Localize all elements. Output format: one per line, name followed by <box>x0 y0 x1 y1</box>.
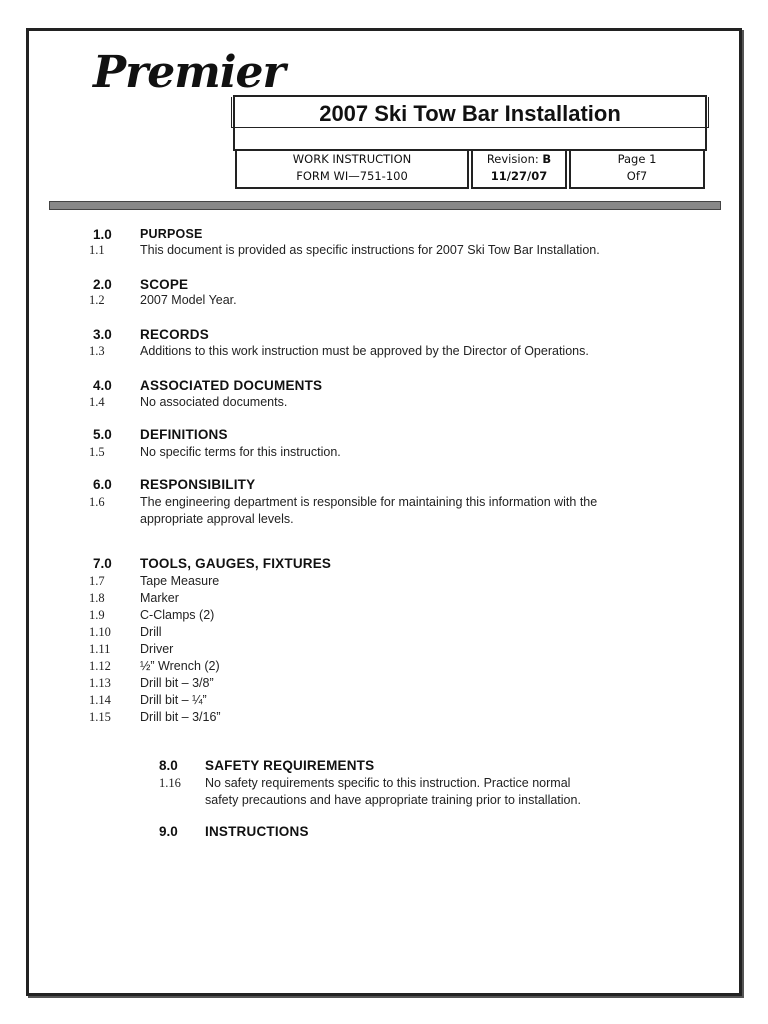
item-text: No specific terms for this instruction. <box>140 445 341 459</box>
form-line-1: WORK INSTRUCTION <box>292 152 412 166</box>
revision-date: 11/27/07 <box>490 169 548 183</box>
item-number: 1.6 <box>89 495 105 509</box>
section-heading: SCOPE <box>140 277 189 292</box>
item-text: Tape Measure <box>140 574 220 588</box>
page-box <box>569 149 705 189</box>
revision-line <box>473 151 565 168</box>
item-text: Drill <box>140 625 162 639</box>
section-number: 5.0 <box>93 427 112 442</box>
section-number: 1.0 <box>93 227 112 242</box>
section-heading: RESPONSIBILITY <box>140 477 256 492</box>
item-text: Drill bit – ¼” <box>140 693 207 707</box>
form-line-2: FORM WI—751-100 <box>296 169 408 183</box>
item-number: 1.13 <box>89 676 111 690</box>
item-text: The engineering department is responsible for maintaining this information with the <box>140 495 598 509</box>
section-heading: TOOLS, GAUGES, FIXTURES <box>140 556 332 571</box>
item-number: 1.9 <box>89 608 105 622</box>
item-number: 1.16 <box>159 776 181 790</box>
section-heading: DEFINITIONS <box>140 427 228 442</box>
document-title: 2007 Ski Tow Bar Installation <box>319 101 621 126</box>
premier-logo: Premier <box>93 47 285 98</box>
item-number: 1.7 <box>89 574 105 588</box>
item-number: 1.10 <box>89 625 111 639</box>
item-text: No safety requirements specific to this instruction. Practice normal <box>205 776 571 790</box>
form-info-box <box>235 149 469 189</box>
item-text: Drill bit – 3/16” <box>140 710 221 724</box>
item-text: 2007 Model Year. <box>140 293 237 307</box>
page-line-2: Of7 <box>626 169 648 183</box>
item-number: 1.5 <box>89 445 105 459</box>
section-heading: INSTRUCTIONS <box>205 824 309 839</box>
title-box <box>233 95 707 151</box>
item-text: Driver <box>140 642 174 656</box>
item-number: 1.12 <box>89 659 111 673</box>
section-number: 7.0 <box>93 556 112 571</box>
section-number: 6.0 <box>93 477 112 492</box>
item-number: 1.8 <box>89 591 105 605</box>
item-text: Additions to this work instruction must be approved by the Director of Operations. <box>140 344 589 358</box>
section-number: 8.0 <box>159 758 178 773</box>
section-heading: ASSOCIATED DOCUMENTS <box>140 378 323 393</box>
page-line-1: Page 1 <box>617 152 657 166</box>
section-number: 9.0 <box>159 824 178 839</box>
item-text: C-Clamps (2) <box>140 608 215 622</box>
section-number: 3.0 <box>93 327 112 342</box>
section-number: 4.0 <box>93 378 112 393</box>
item-number: 1.1 <box>89 243 105 257</box>
revision-label: Revision: <box>486 152 539 166</box>
section-heading: RECORDS <box>140 327 209 342</box>
item-number: 1.3 <box>89 344 105 358</box>
section-heading: PURPOSE <box>140 227 203 241</box>
document-page <box>26 28 742 996</box>
section-number: 2.0 <box>93 277 112 292</box>
item-number: 1.11 <box>89 642 111 656</box>
item-text-continued: safety precautions and have appropriate training prior to installation. <box>205 793 581 807</box>
item-text: Drill bit – 3/8” <box>140 676 214 690</box>
header-divider <box>49 201 721 210</box>
item-number: 1.4 <box>89 395 105 409</box>
item-text: ½” Wrench (2) <box>140 659 220 673</box>
section-heading: SAFETY REQUIREMENTS <box>205 758 375 773</box>
item-number: 1.2 <box>89 293 105 307</box>
item-text: This document is provided as specific instructions for 2007 Ski Tow Bar Installation. <box>140 243 600 257</box>
item-number: 1.15 <box>89 710 111 724</box>
item-text-continued: appropriate approval levels. <box>140 512 294 526</box>
item-text: Marker <box>140 591 179 605</box>
item-number: 1.14 <box>89 693 111 707</box>
revision-box <box>471 149 567 189</box>
revision-value: B <box>542 152 552 166</box>
item-text: No associated documents. <box>140 395 288 409</box>
